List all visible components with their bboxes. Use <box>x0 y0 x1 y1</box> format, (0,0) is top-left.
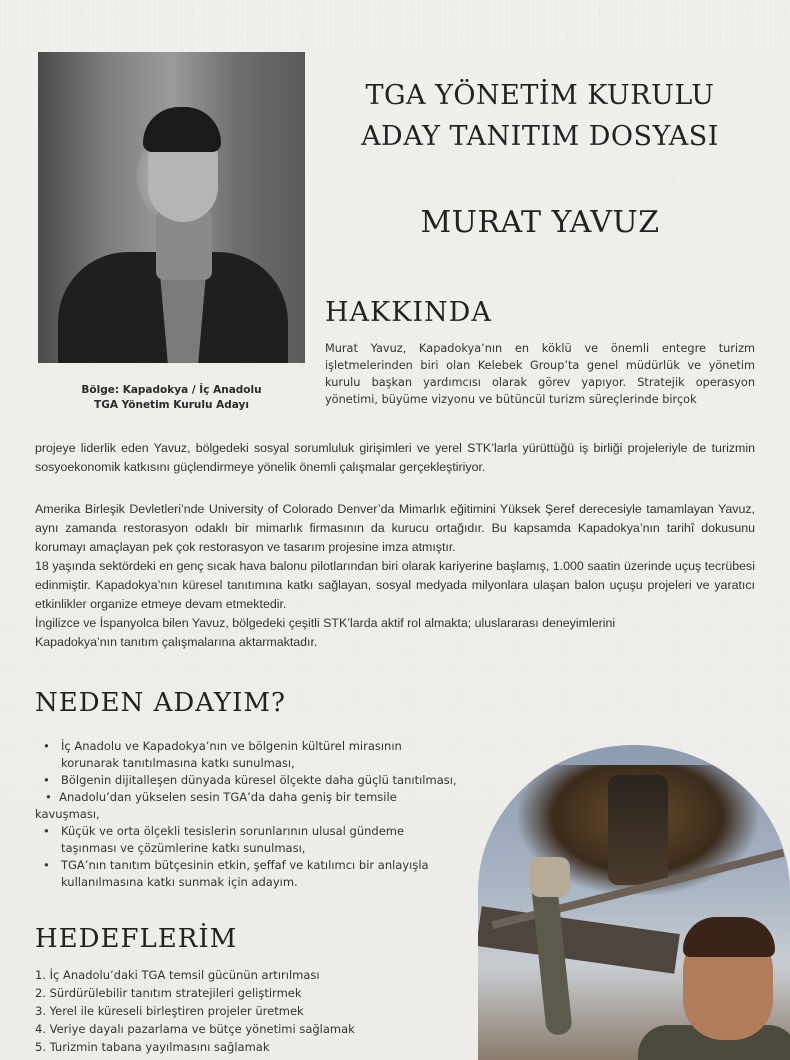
why-list <box>35 738 475 891</box>
bullet-icon: • <box>43 824 50 838</box>
goals-list-item: 4. Veriye dayalı pazarlama ve bütçe yönetimi sağlamak <box>35 1022 355 1036</box>
why-list-item: • TGA’nın tanıtım bütçesinin etkin, şeffaf ve katılımcı bir anlayışla kullanılmasına katkı sunmak için adayım. <box>43 858 429 889</box>
about-heading: HAKKINDA <box>325 297 492 328</box>
goals-list-item: 5. Turizmin tabana yayılmasını sağlamak <box>35 1040 270 1054</box>
why-heading: NEDEN ADAYIM? <box>35 688 286 718</box>
bullet-icon: • <box>43 773 50 787</box>
caption-region: Bölge: Kapadokya / İç Anadolu <box>81 384 262 396</box>
photo-glove <box>530 857 570 897</box>
why-list-item: • Bölgenin dijitalleşen dünyada küresel ölçekte daha güçlü tanıtılması, <box>43 773 457 787</box>
why-list-item: • Anadolu’dan yükselen sesin TGA’da daha geniş bir temsile kavuşması, <box>35 790 397 821</box>
languages-line2: Kapadokya’nın tanıtım çalışmalarına aktarmaktadır. <box>35 635 318 649</box>
portrait-hair <box>143 107 221 152</box>
document-title-line1: TGA YÖNETİM KURULU <box>365 80 715 111</box>
photo-burner-core <box>608 775 668 885</box>
bullet-icon: • <box>43 858 50 872</box>
why-list-item: • Küçük ve orta ölçekli tesislerin sorunlarının ulusal gündeme taşınması ve çözümlerine katkı sunulması, <box>43 824 405 855</box>
portrait-caption <box>38 383 305 413</box>
why-list-item: • İç Anadolu ve Kapadokya’nın ve bölgenin kültürel mirasının korunarak tanıtılmasına katkı sunulması, <box>43 739 402 770</box>
about-pilot-paragraph: 18 yaşında sektördeki en genç sıcak hava balonu pilotlarından biri olarak kariyerine başlamış, 1.000 saatin üzerinde uçuş tecrübesi edinmiştir. Kapadokya’nın küresel tanıtımına katkı sağlayan, sosyal medyada milyonlara ulaşan balon uçuşu projeleri ve yaratıcı etkinlikler organize etmeye devam etmektedir. <box>35 559 755 611</box>
goals-heading: HEDEFLERİM <box>35 924 238 954</box>
photo-hair <box>683 917 775 957</box>
paper-texture-strip <box>0 0 790 50</box>
about-intro-paragraph: Murat Yavuz, Kapadokya’nın en köklü ve önemli entegre turizm işletmelerinden biri olan Kelebek Group’ta genel müdürlük ve yönetim kurulu başkan yardımcısı olarak görev yapıyor. Stratejik operasyon yönetimi, büyüme vizyonu ve bütüncül turizm süreçlerinde birçok <box>325 342 755 406</box>
balloon-pilot-arch-photo <box>478 745 790 1060</box>
candidate-portrait-photo <box>38 52 305 363</box>
about-continuation-paragraph: projeye liderlik eden Yavuz, bölgedeki sosyal sorumluluk girişimleri ve yerel STK’larla yürüttüğü iş birliği projeleriyle de turizmin sosyoekonomik katkısını güçlendirmeye yönelik önemli çalışmalar gerçekleştiriyor. <box>35 441 755 474</box>
candidate-name: MURAT YAVUZ <box>420 205 660 240</box>
bullet-icon: • <box>45 790 52 804</box>
goals-list-item: 1. İç Anadolu’daki TGA temsil gücünün artırılması <box>35 968 320 982</box>
goals-list-item: 2. Sürdürülebilir tanıtım stratejileri geliştirmek <box>35 986 302 1000</box>
about-languages-paragraph <box>35 614 755 652</box>
bullet-icon: • <box>43 739 50 753</box>
document-title-line2: ADAY TANITIM DOSYASI <box>361 121 719 152</box>
languages-line1: İngilizce ve İspanyolca bilen Yavuz, bölgedeki çeşitli STK’larda aktif rol almakta; uluslararası deneyimlerini <box>35 616 616 630</box>
caption-role: TGA Yönetim Kurulu Adayı <box>94 399 249 411</box>
about-education-paragraph: Amerika Birleşik Devletleri’nde University of Colorado Denver’da Mimarlık eğitimini Yüksek Şeref derecesiyle tamamlayan Yavuz, aynı zamanda restorasyon odaklı bir mimarlık firmasının da kurucu ortağıdır. Bu kapsamda Kapadokya’nın tarihî dokusunu korumayı amaçlayan pek çok restorasyon ve tasarım projesine imza atmıştır. <box>35 502 755 554</box>
goals-list-item: 3. Yerel ile küreseli birleştiren projeler üretmek <box>35 1004 304 1018</box>
goals-list <box>35 966 355 1056</box>
